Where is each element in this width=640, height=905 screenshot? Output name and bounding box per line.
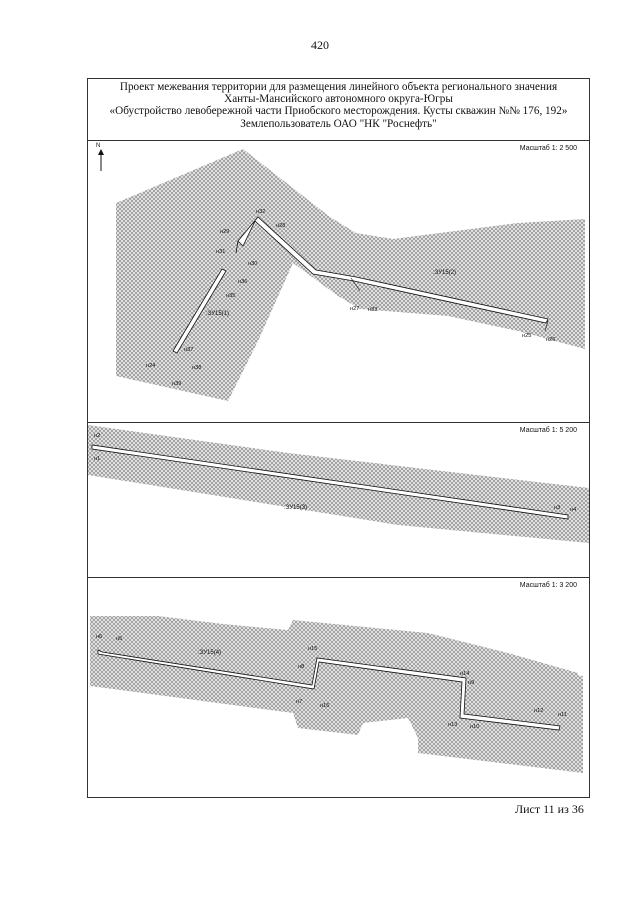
point-n2: н2: [94, 433, 101, 439]
point-n36: н36: [238, 279, 248, 285]
point-n8: н8: [298, 664, 305, 670]
point-n13: н13: [448, 722, 458, 728]
map-panel-2-canvas: [88, 423, 589, 578]
map-panel-3: [88, 578, 589, 797]
page-number: 420: [311, 38, 329, 52]
hatched-zone-1: [116, 149, 585, 401]
point-n1: н1: [94, 456, 101, 462]
point-n39: н39: [172, 381, 182, 387]
point-n5: н5: [116, 636, 123, 642]
point-n31: н31: [216, 249, 226, 255]
point-n4: н4: [570, 507, 577, 513]
point-n15: н15: [308, 646, 318, 652]
title-line-3: «Обустройство левобережной части Приобского месторождения. Кусты скважин №№ 176, 192»: [109, 105, 568, 118]
map-panel-3-canvas: [88, 578, 589, 797]
title-block: [88, 79, 589, 141]
plot-label-zu15-4: :ЗУ15(4): [198, 650, 222, 656]
north-arrow-label: N: [96, 143, 101, 149]
point-n27: н27: [350, 306, 360, 312]
scale-label-1: Масштаб 1: 2 500: [519, 145, 577, 152]
title-line-1: Проект межевания территории для размещения линейного объекта регионального значения: [119, 81, 558, 93]
point-n37: н37: [184, 347, 194, 353]
point-n26: н26: [546, 337, 556, 343]
map-panel-2: [88, 423, 589, 578]
drawing-frame: [87, 78, 590, 798]
title-line-2: Ханты-Мансийского автономного округа-Югры: [224, 93, 453, 106]
point-n32: н32: [256, 209, 266, 215]
plot-label-zu15-2: :ЗУ15(2): [433, 270, 457, 276]
plot-label-zu15-1: :ЗУ15(1): [206, 311, 230, 317]
scale-label-2: Масштаб 1: 5 200: [519, 427, 577, 434]
point-n14: н14: [460, 671, 470, 677]
point-n11: н11: [558, 712, 567, 718]
point-n29: н29: [220, 229, 230, 235]
sheet-number: Лист 11 из 36: [515, 802, 584, 816]
point-n25: н25: [522, 333, 532, 339]
point-n28: н28: [276, 223, 286, 229]
point-n24: н24: [146, 363, 156, 369]
plot-label-zu15-3: :ЗУ15(3): [284, 505, 308, 511]
point-n35: н35: [226, 293, 236, 299]
point-n3: н3: [554, 505, 561, 511]
point-n33: н33: [368, 307, 378, 313]
point-n10: н10: [470, 724, 480, 730]
title-line-4: Землепользователь ОАО "НК "Роснефть": [240, 117, 437, 130]
point-n12: н12: [534, 708, 544, 714]
map-panel-1: [88, 141, 589, 423]
map-panel-1-canvas: [88, 141, 589, 423]
point-n6: н6: [96, 634, 103, 640]
point-n16: н16: [320, 703, 330, 709]
point-n30: н30: [248, 261, 258, 267]
point-n38: н38: [192, 365, 202, 371]
point-n9: н9: [468, 680, 475, 686]
scale-label-3: Масштаб 1: 3 200: [519, 582, 577, 589]
point-n7: н7: [296, 699, 303, 705]
